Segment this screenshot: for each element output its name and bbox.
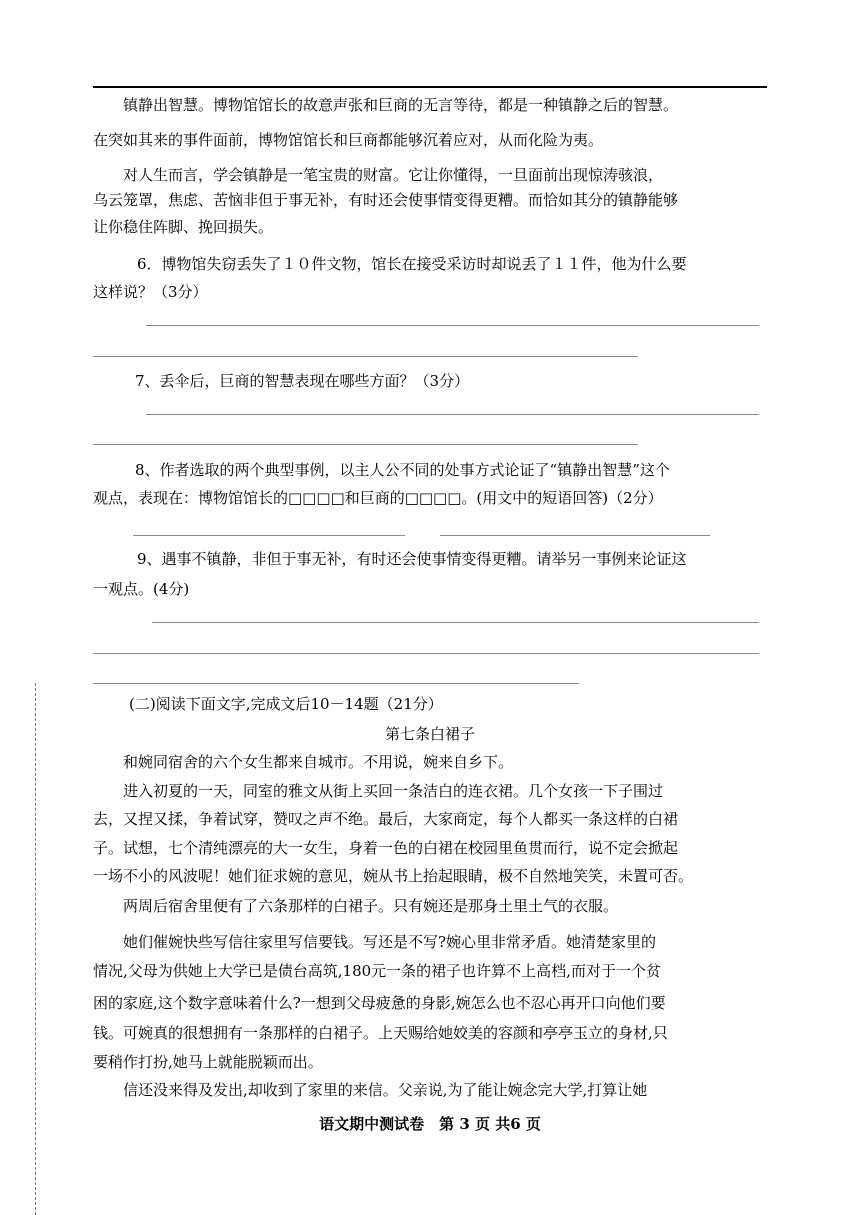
paragraph-line: 乌云笼罩，焦虑、苦恼非但于事无补，有时还会使事情变得更糟。而恰如其分的镇静能够 [93, 191, 679, 209]
story-line: 去，又捏又揉，争着试穿，赞叹之声不绝。最后，大家商定，每个人都买一条这样的白裙 [93, 810, 679, 828]
story-line: 钱。可婉真的很想拥有一条那样的白裙子。上天赐给她姣美的容颜和亭亭玉立的身材,只 [93, 1024, 668, 1042]
answer-line[interactable] [152, 622, 759, 623]
top-rule [93, 86, 767, 88]
story-line: 困的家庭,这个数字意味着什么?一想到父母疲惫的身影,婉怎么也不忍心再开口向他们要 [93, 994, 666, 1012]
answer-line[interactable] [93, 356, 638, 357]
story-title: 第七条白裙子 [384, 725, 475, 743]
paragraph-line: 在突如其来的事件面前，博物馆馆长和巨商都能够沉着应对，从而化险为夷。 [93, 131, 604, 149]
question-9-line1: 9、遇事不镇静，非但于事无补，有时还会使事情变得更糟。请举另一事例来论证这 [137, 550, 687, 568]
paragraph-line: 镇静出智慧。博物馆馆长的故意声张和巨商的无言等待，都是一种镇静之后的智慧。 [123, 96, 679, 114]
story-line: 信还没来得及发出,却收到了家里的来信。父亲说,为了能让婉念完大学,打算让她 [123, 1081, 648, 1099]
question-9-line2: 一观点。(4分) [93, 580, 190, 598]
section-header: (二)阅读下面文字,完成文后10－14题（21分） [129, 695, 443, 713]
question-7: 7、丢伞后，巨商的智慧表现在哪些方面？（3分） [135, 372, 470, 390]
answer-blank-merchant[interactable] [440, 535, 710, 536]
answer-blank-curator[interactable] [133, 535, 405, 536]
story-line: 两周后宿舍里便有了六条那样的白裙子。只有婉还是那身土里土气的衣服。 [123, 897, 619, 915]
story-line: 和婉同宿舍的六个女生都来自城市。不用说，婉来自乡下。 [123, 753, 514, 771]
answer-line[interactable] [146, 325, 759, 326]
answer-line[interactable] [93, 653, 759, 654]
story-line: 子。试想，七个清纯漂亮的大一女生，身着一色的白裙在校园里鱼贯而行，说不定会掀起 [93, 839, 679, 857]
story-line: 情况,父母为供她上大学已是债台高筑,180元一条的裙子也许算不上高档,而对于一个贫 [93, 962, 661, 980]
paragraph-line: 让你稳住阵脚、挽回损失。 [93, 218, 274, 236]
story-line: 要稍作打扮,她马上就能脱颖而出。 [93, 1053, 323, 1071]
paragraph-line: 对人生而言，学会镇静是一笔宝贵的财富。它让你懂得，一旦面前出现惊涛骇浪， [123, 166, 664, 184]
answer-line[interactable] [93, 683, 579, 684]
story-line: 一场不小的风波呢！她们征求婉的意见，婉从书上抬起眼睛，极不自然地笑笑，未置可否。 [93, 867, 694, 885]
story-line: 进入初夏的一天，同室的雅文从街上买回一条洁白的连衣裙。几个女孩一下子围过 [123, 782, 664, 800]
question-6-line2: 这样说？（3分） [93, 283, 208, 301]
question-8-line1: 8、作者选取的两个典型事例，以主人公不同的处事方式论证了“镇静出智慧”这个 [135, 461, 670, 479]
question-6-line1: 6．博物馆失窃丢失了１０件文物，馆长在接受采访时却说丢了１１件，他为什么要 [137, 255, 687, 273]
answer-line[interactable] [93, 444, 638, 445]
answer-line[interactable] [146, 414, 759, 415]
story-line: 她们催婉快些写信往家里写信要钱。写还是不写?婉心里非常矛盾。她清楚家里的 [123, 933, 657, 951]
question-8-line2: 观点，表现在：博物馆馆长的□□□□和巨商的□□□□。(用文中的短语回答)（2分） [93, 489, 663, 507]
page-footer: 语文期中测试卷 第 3 页 共6 页 [319, 1115, 541, 1133]
